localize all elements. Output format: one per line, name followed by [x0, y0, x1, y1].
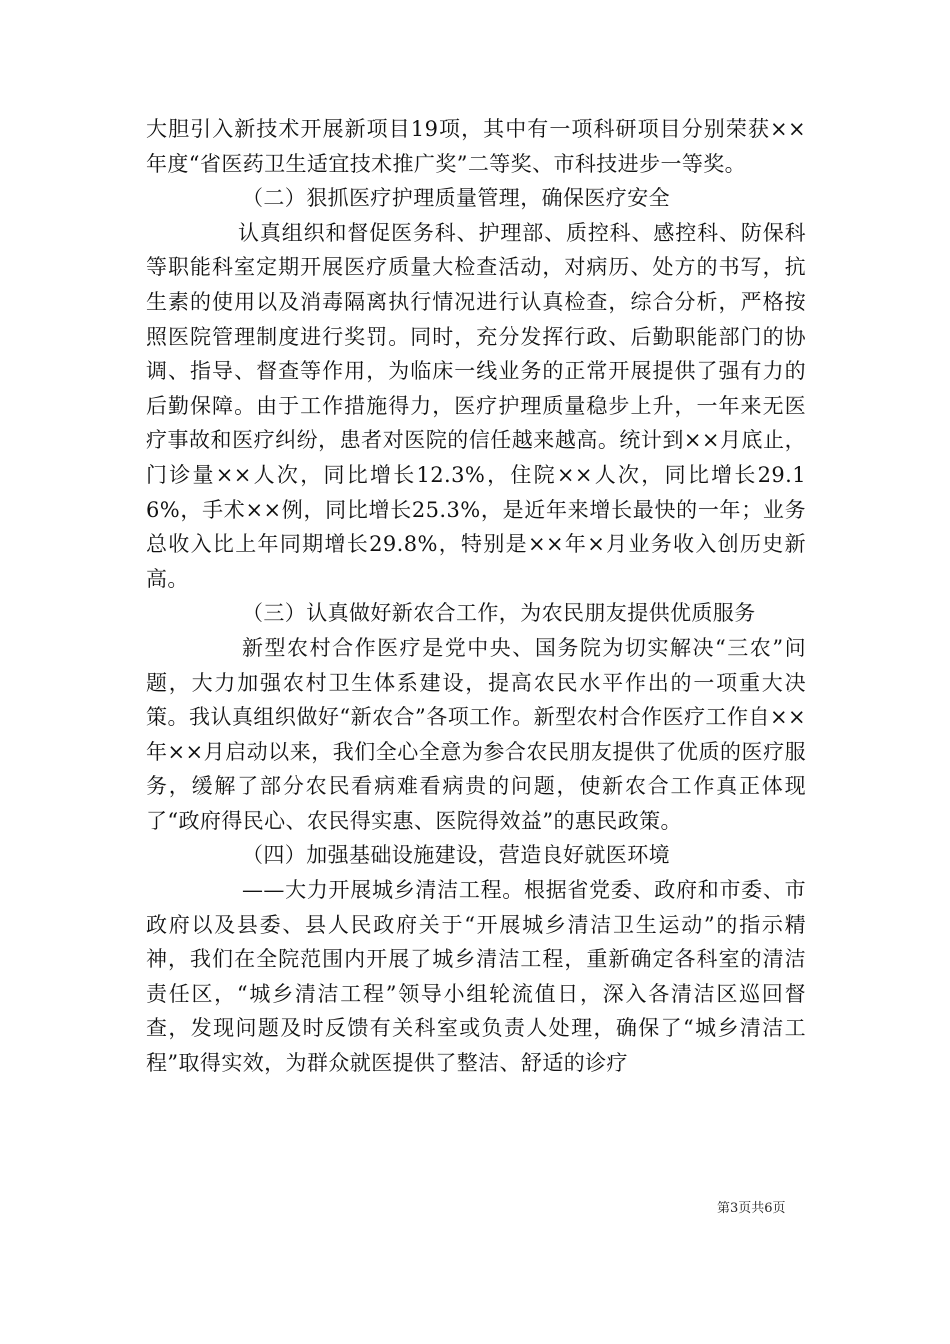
section-heading-2: （二）狠抓医疗护理质量管理，确保医疗安全	[242, 186, 670, 211]
page-number-footer: 第3页共6页	[717, 1201, 786, 1216]
paragraph-cleanup: ——大力开展城乡清洁工程。根据省党委、政府和市委、市政府以及县委、县人民政府关于“开展城乡清洁卫生运动”的指示精神，我们在全院范围内开展了城乡清洁工程，重新确定各科室的清洁责任区，“城乡清洁工程”领导小组轮流值日，深入各清洁区巡回督查，发现问题及时反馈有关科室或负责人处理，确保了“城乡清洁工程”取得实效，为群众就医提供了整洁、舒适的诊疗	[146, 878, 806, 1076]
paragraph-rural-coop: 新型农村合作医疗是党中央、国务院为切实解决“三农”问题，大力加强农村卫生体系建设，提高农民水平作出的一项重大决策。我认真组织做好“新农合”各项工作。新型农村合作医疗工作自××年××月启动以来，我们全心全意为参合农民朋友提供了优质的医疗服务，缓解了部分农民看病难看病贵的问题，使新农合工作真正体现了“政府得民心、农民得实惠、医院得效益”的惠民政策。	[146, 635, 806, 833]
paragraph-quality: 认真组织和督促医务科、护理部、质控科、感控科、防保科等职能科室定期开展医疗质量大检查活动，对病历、处方的书写，抗生素的使用以及消毒隔离执行情况进行认真检查，综合分析，严格按照医院管理制度进行奖罚。同时，充分发挥行政、后勤职能部门的协调、指导、督查等作用，为临床一线业务的正常开展提供了强有力的后勤保障。由于工作措施得力，医疗护理质量稳步上升，一年来无医疗事故和医疗纠纷，患者对医院的信任越来越高。统计到××月底止，门诊量××人次，同比增长12.3%，住院××人次，同比增长29.16%，手术××例，同比增长25.3%，是近年来增长最快的一年；业务总收入比上年同期增长29.8%，特别是××年×月业务收入创历史新高。	[146, 220, 806, 591]
section-heading-3: （三）认真做好新农合工作，为农民朋友提供优质服务	[242, 601, 756, 626]
paragraph-intro: 大胆引入新技术开展新项目19项，其中有一项科研项目分别荣获××年度“省医药卫生适宜技术推广奖”二等奖、市科技进步一等奖。	[146, 117, 806, 176]
section-heading-4: （四）加强基础设施建设，营造良好就医环境	[242, 843, 670, 868]
document-body	[146, 112, 806, 1081]
